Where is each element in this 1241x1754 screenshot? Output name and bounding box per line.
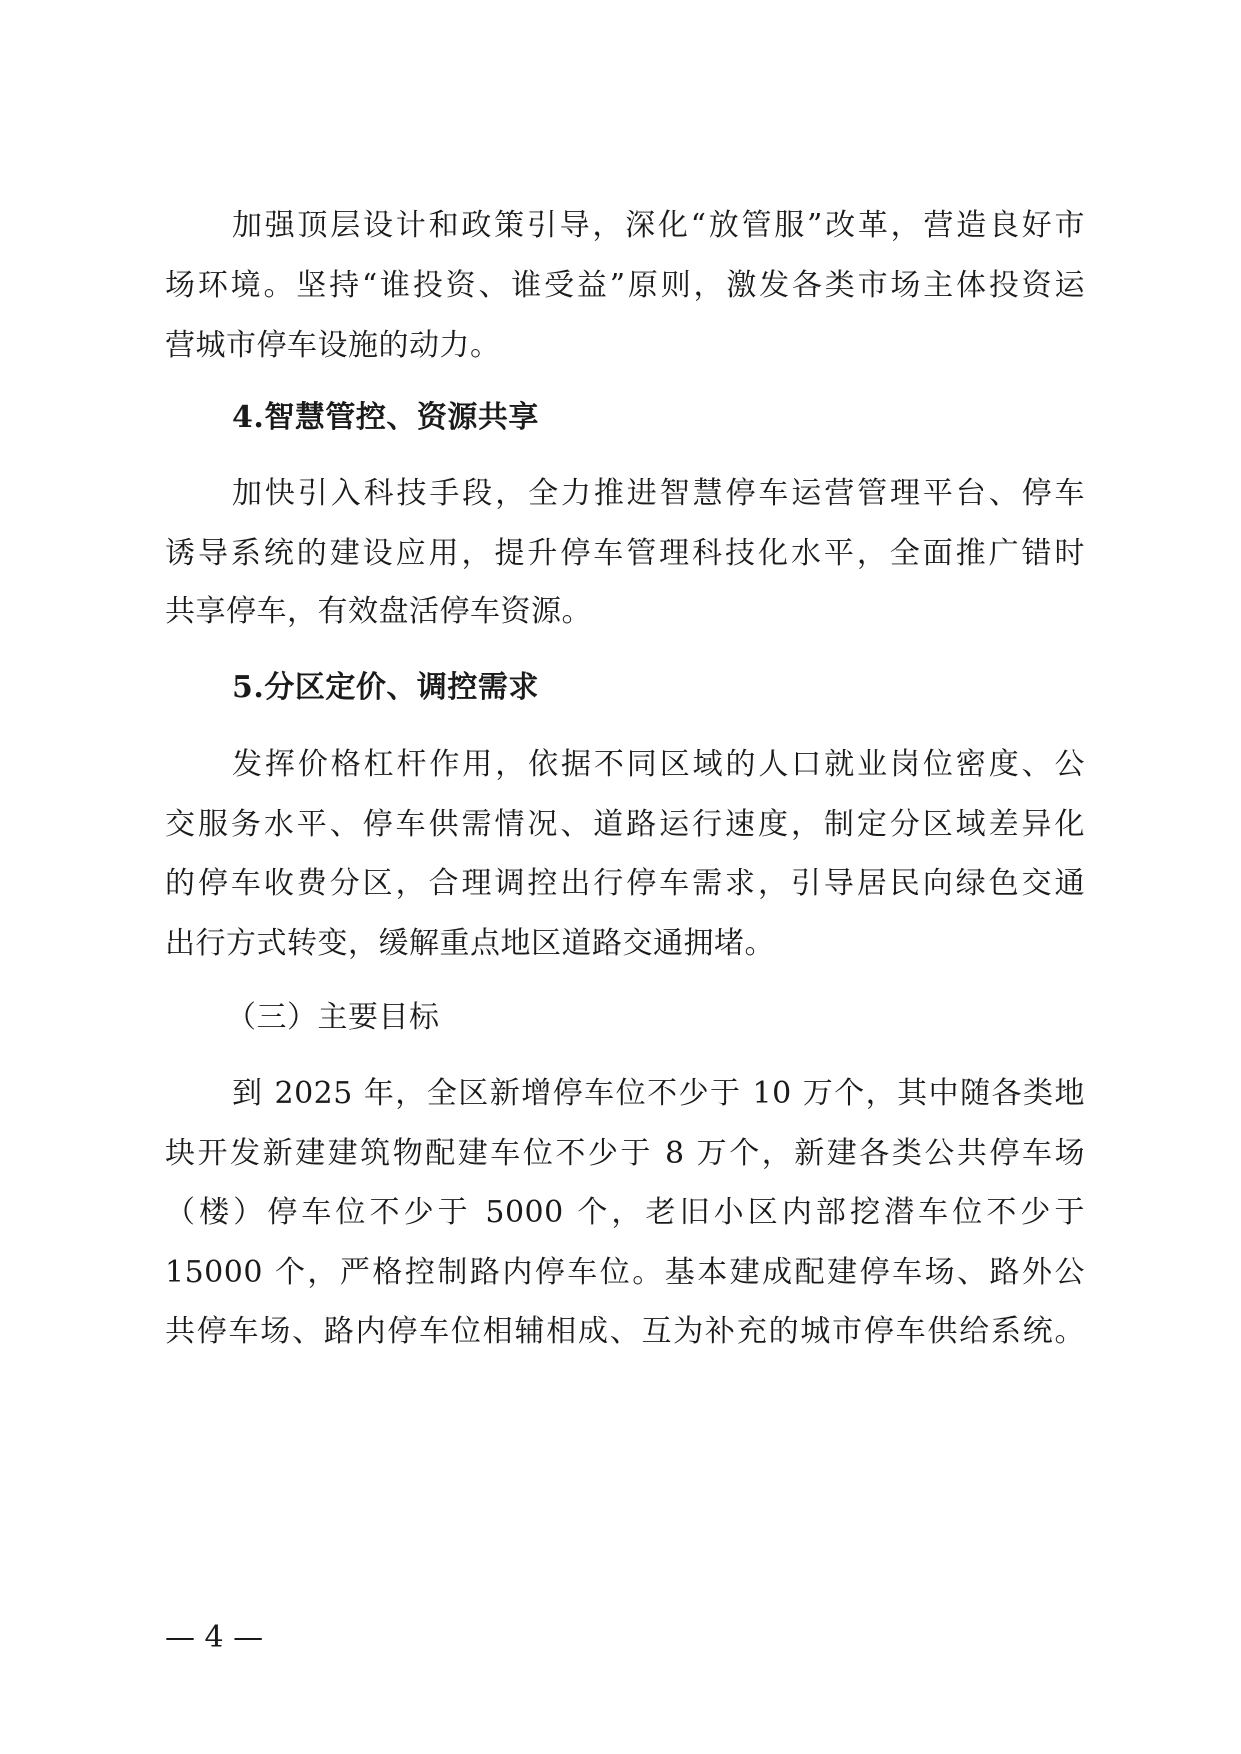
paragraph-1-line-1: 加强顶层设计和政策引导，深化“放管服”改革，营造良好市 [232, 208, 1085, 243]
paragraph-4-line-3: （楼）停车位不少于 5000 个，老旧小区内部挖潜车位不少于 [165, 1195, 1085, 1230]
paragraph-4-line-4: 15000 个，严格控制路内停车位。基本建成配建停车场、路外公 [165, 1255, 1085, 1290]
paragraph-4-line-5: 共停车场、路内停车位相辅相成、互为补充的城市停车供给系统。 [165, 1314, 1085, 1349]
paragraph-1-line-3: 营城市停车设施的动力。 [165, 328, 501, 363]
paragraph-3-line-3: 的停车收费分区，合理调控出行停车需求，引导居民向绿色交通 [165, 866, 1085, 901]
subheading-4: 4.智慧管控、资源共享 [232, 400, 539, 435]
page-number: — 4 — [165, 1620, 264, 1655]
paragraph-2-line-1: 加快引入科技手段，全力推进智慧停车运营管理平台、停车 [232, 476, 1085, 511]
section-heading-main-goals: （三）主要目标 [226, 1000, 440, 1035]
paragraph-3-line-1: 发挥价格杠杆作用，依据不同区域的人口就业岗位密度、公 [232, 747, 1085, 782]
paragraph-2-line-3: 共享停车，有效盘活停车资源。 [165, 594, 592, 629]
paragraph-3-line-4: 出行方式转变，缓解重点地区道路交通拥堵。 [165, 926, 775, 961]
paragraph-1-line-2: 场环境。坚持“谁投资、谁受益”原则，激发各类市场主体投资运 [165, 268, 1085, 303]
paragraph-4-line-2: 块开发新建建筑物配建车位不少于 8 万个，新建各类公共停车场 [165, 1136, 1085, 1171]
paragraph-4-line-1: 到 2025 年，全区新增停车位不少于 10 万个，其中随各类地 [232, 1076, 1085, 1111]
paragraph-2-line-2: 诱导系统的建设应用，提升停车管理科技化水平，全面推广错时 [165, 536, 1085, 571]
subheading-5: 5.分区定价、调控需求 [232, 670, 539, 705]
paragraph-3-line-2: 交服务水平、停车供需情况、道路运行速度，制定分区域差异化 [165, 807, 1085, 842]
